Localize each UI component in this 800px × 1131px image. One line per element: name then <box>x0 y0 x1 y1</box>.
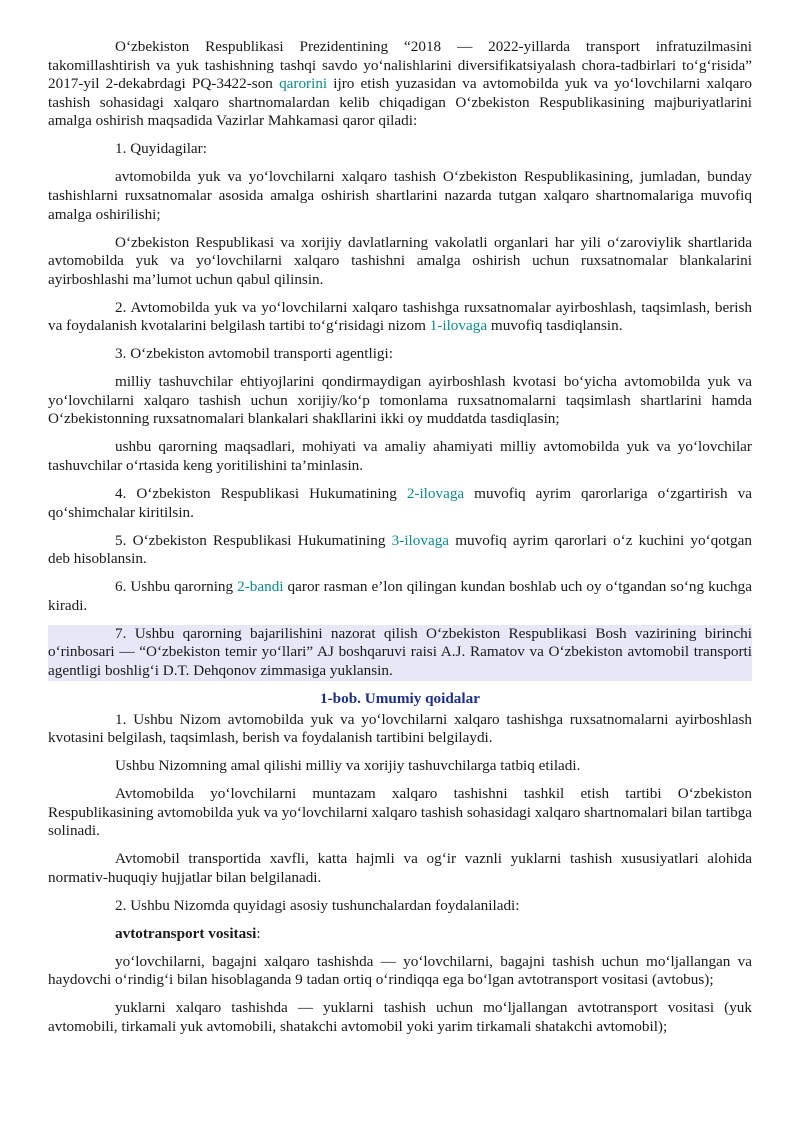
preamble-paragraph <box>48 38 752 131</box>
ilova-1-link[interactable]: 1-ilovaga <box>429 317 488 335</box>
chapter-item-2: 2. Ushbu Nizomda quyidagi asosiy tushunchalardan foydalaniladi: <box>115 896 520 914</box>
item-3: 3. O‘zbekiston avtomobil transporti agentligi: <box>115 345 393 363</box>
item-4: 4. O‘zbekiston Respublikasi Hukumatining 2-ilovaga muvofiq ayrim qarorlariga o‘zgartirish va qo‘shimchalar kiritilsin. <box>48 485 752 521</box>
term-definition-passengers: yo‘lovchilarni, bagajni xalqaro tashishda — yo‘lovchilarni, bagajni tashish uchun mo‘ljallangan va haydovchi o‘rindig‘i bilan hisoblaganda 9 tadan ortiq o‘rindiqqa ega bo‘lgan avtotransport vositasi (avtobus); <box>48 952 752 989</box>
qaror-link[interactable]: qarorini <box>279 75 328 93</box>
term-definition-cargo: yuklarni xalqaro tashishda — yuklarni tashish uchun mo‘ljallangan avtotransport vositasi (yuk avtomobili, tirkamali yuk avtomobili, shatakchi avtomobil yoki yarim tirkamali shatakchi avtomobil); <box>48 999 752 1035</box>
chapter-item-1-para-a: Ushbu Nizomning amal qilishi milliy va xorijiy tashuvchilarga tatbiq etiladi. <box>115 757 581 775</box>
band-2-link[interactable]: 2-bandi <box>237 578 284 596</box>
preamble-text-end: ijro etish yuzasidan va avtomobilda yuk va yo‘lovchilarni xalqaro tashish sohasidagi xalqaro shartnomalardan kelib chiqadigan O‘zbekiston Respublikasining majburiyatlarini amalga oshirish maqsadida Vazirlar Mahkamasi qaror qiladi: <box>48 75 752 130</box>
chapter-item-1: 1. Ushbu Nizom avtomobilda yuk va yo‘lovchilarni xalqaro tashishga ruxsatnomalarni ayirboshlash kvotasini belgilash, taqsimlash, berish va foydalanish tartibini belgilaydi. <box>48 710 752 747</box>
chapter-item-1-para-b: Avtomobilda yo‘lovchilarni muntazam xalqaro tashishni tashkil etish tartibi O‘zbekiston Respublikasining avtomobilda yuk va yo‘lovchilarni xalqaro tashish sohasidagi xalqaro shartnomalari bilan tartibga solinadi. <box>48 785 752 840</box>
term-definition-heading: avtotransport vositasi: <box>115 924 261 942</box>
item-3-clause-b: ushbu qarorning maqsadlari, mohiyati va amaliy ahamiyati milliy avtomobilda yuk va yo‘lovchilar tashuvchilar o‘rtasida keng yoritilishini ta’minlasin. <box>48 438 752 475</box>
ilova-2-link[interactable]: 2-ilovaga <box>406 485 465 502</box>
term-bold: avtotransport vositasi <box>115 924 257 942</box>
item-3-clause-a: milliy tashuvchilar ehtiyojlarini qondirmaydigan ayirboshlash kvotasi bo‘yicha avtomobilda yuk va yo‘lovchilarni xalqaro tashish uchun xorijiy/ko‘p tomonlama ruxsatnomalarni taqsimlash shartlarini hamda O‘zbekistonning ruxsatnomalari blankalari shakllarini ikki oy muddatda tasdiqlasin; <box>48 373 752 428</box>
item-5: 5. O‘zbekiston Respublikasi Hukumatining 3-ilovaga muvofiq ayrim qarorlari o‘z kuchini yo‘qotgan deb hisoblansin. <box>48 531 752 568</box>
preamble-text-start: O‘zbekiston Respublikasi Prezidentining “2018 — 2022-yillarda transport infratuzilmasini takomillashtirish va yuk tashishning tashqi savdo yo‘nalishlarini diversifikatsiyalash chora-tadbirlari to‘g‘risida” 2017-yil 2-dekabrdagi PQ-3422-son <box>48 38 752 93</box>
item-1-clause-b: O‘zbekiston Respublikasi va xorijiy davlatlarning vakolatli organlari har yili o‘zaroviylik shartlarida avtomobilda yuk va yo‘lovchilarni xalqaro tashishni amalga oshirish uchun ruxsatnomalar blankalarini ayirboshlashi ma’lumot uchun qabul qilinsin. <box>48 233 752 288</box>
item-1: 1. Quyidagilar: <box>115 140 207 158</box>
chapter-title: 1-bob. Umumiy qoidalar <box>320 689 480 707</box>
chapter-item-1-para-c: Avtomobil transportida xavfli, katta hajmli va og‘ir vaznli yuklarni tashish xususiyatlari alohida normativ-huquqiy hujjatlar bilan belgilanadi. <box>48 850 752 886</box>
item-7-highlighted: 7. Ushbu qarorning bajarilishini nazorat qilish O‘zbekiston Respublikasi Bosh vazirining birinchi o‘rinbosari — “O‘zbekiston temir yo‘llari” AJ boshqaruvi raisi A.J. Ramatov va O‘zbekiston avtomobil transporti agentligi boshlig‘i D.T. Dehqonov zimmasiga yuklansin. <box>48 624 752 679</box>
item-2: 2. Avtomobilda yuk va yo‘lovchilarni xalqaro tashishga ruxsatnomalar ayirboshlash, taqsimlash, berish va foydalanish kvotalarini belgilash tartibi to‘g‘risidagi nizom 1-ilovaga muvofiq tasdiqlansin. <box>48 298 752 335</box>
document-page <box>48 38 752 1046</box>
item-1-clause-a: avtomobilda yuk va yo‘lovchilarni xalqaro tashish O‘zbekiston Respublikasining, jumladan, bunday tashishlarni ruxsatnomalar asosida amalga oshirish shartlarini nazarda tutgan xalqaro shartnomalariga muvofiq amalga oshirilishi; <box>48 168 752 223</box>
item-6: 6. Ushbu qarorning 2-bandi qaror rasman e’lon qilingan kundan boshlab uch oy o‘tgandan so‘ng kuchga kiradi. <box>48 578 752 614</box>
ilova-3-link[interactable]: 3-ilovaga <box>391 531 450 549</box>
